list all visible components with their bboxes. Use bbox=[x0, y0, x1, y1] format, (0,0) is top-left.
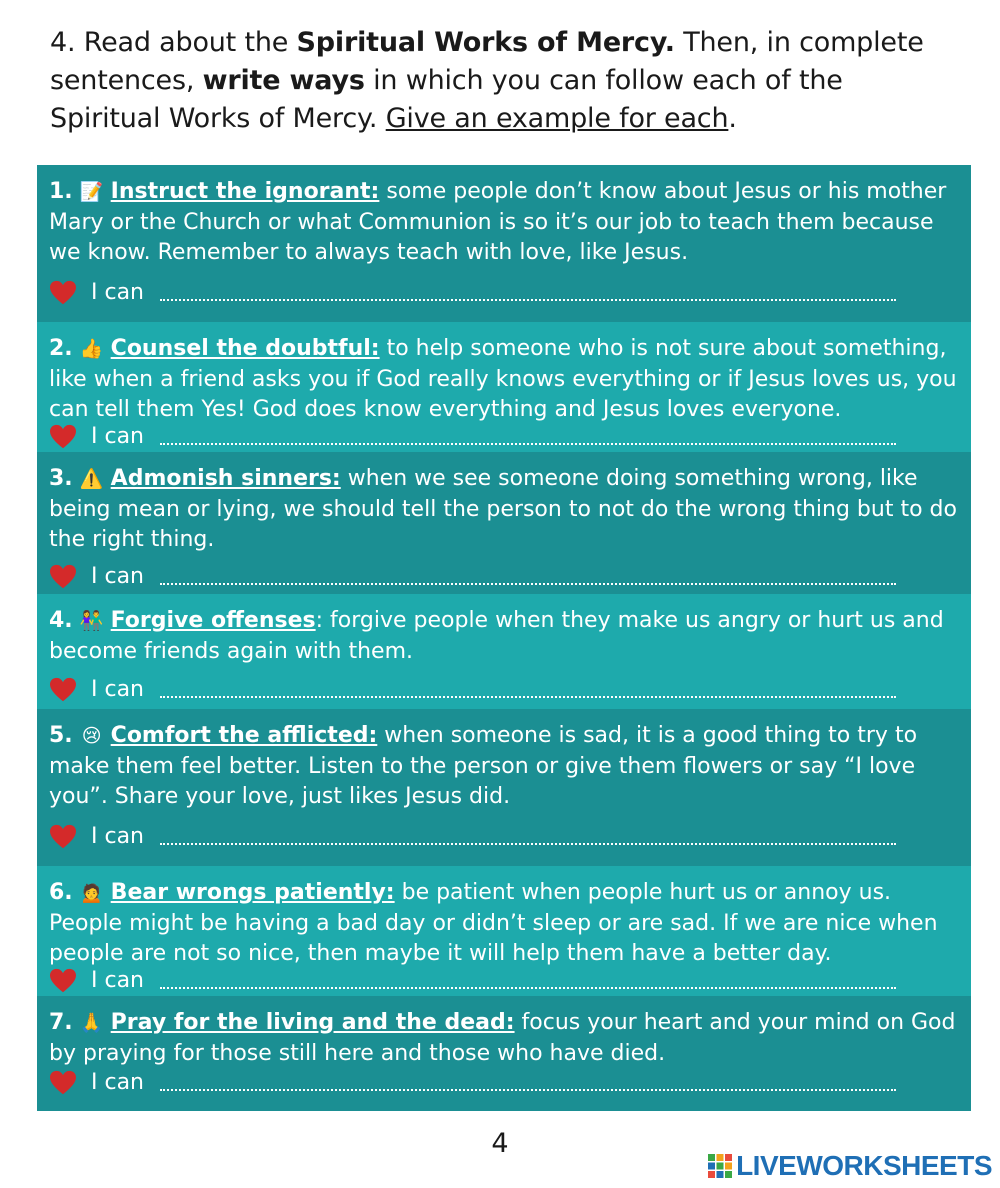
item-text: be patient when people hurt us or annoy us. People might be having a bad day or didn’t sleep or are sad. If we are nice when people are not so nice, then maybe it will help them have a better day. bbox=[49, 880, 938, 966]
item-title: Comfort the afflicted: bbox=[110, 723, 378, 748]
heart-icon bbox=[49, 424, 77, 450]
ican-label: I can bbox=[91, 1069, 145, 1095]
heart-icon bbox=[49, 280, 77, 306]
warning-icon: ⚠️ bbox=[79, 468, 104, 490]
ican-row bbox=[49, 278, 896, 308]
item-title: Instruct the ignorant: bbox=[110, 179, 380, 204]
item-text: focus your heart and your mind on God by praying for those still here and those who have died. bbox=[49, 1010, 956, 1066]
item-number: 2. bbox=[49, 336, 73, 361]
praying-hands-icon: 🙏 bbox=[79, 1012, 104, 1034]
work-item-6 bbox=[37, 866, 971, 996]
item-title: Bear wrongs patiently: bbox=[110, 880, 395, 905]
pouting-person-icon: 🙍 bbox=[79, 882, 104, 904]
item-text: when someone is sad, it is a good thing to try to make them feel better. Listen to the person or give them flowers or say “I love you”. Share your love, just likes Jesus did. bbox=[49, 723, 918, 809]
item-text: when we see someone doing something wrong, like being mean or lying, we should tell the person to not do the wrong thing but to do the right thing. bbox=[49, 466, 957, 552]
instr-text-1: 4. Read about the bbox=[50, 27, 297, 58]
item-title: Pray for the living and the dead: bbox=[110, 1010, 515, 1035]
item-number: 1. bbox=[49, 179, 73, 204]
ican-row bbox=[49, 1068, 896, 1098]
ican-row bbox=[49, 966, 896, 996]
answer-field[interactable] bbox=[160, 289, 896, 301]
ican-label: I can bbox=[91, 279, 145, 305]
friends-icon: 👫 bbox=[79, 610, 104, 632]
instr-underline: Give an example for each bbox=[385, 103, 729, 134]
item-number: 7. bbox=[49, 1010, 73, 1035]
heart-icon bbox=[49, 564, 77, 590]
item-title: Counsel the doubtful: bbox=[110, 336, 380, 361]
ican-label: I can bbox=[91, 967, 145, 993]
ican-row bbox=[49, 562, 896, 592]
item-text: : forgive people when they make us angry or hurt us and become friends again with them. bbox=[49, 608, 944, 664]
instr-text-3: in which you can follow each of the Spiritual Works of Mercy. bbox=[50, 65, 843, 134]
item-title: Admonish sinners: bbox=[110, 466, 341, 491]
ican-label: I can bbox=[91, 823, 145, 849]
answer-field[interactable] bbox=[160, 573, 896, 585]
liveworksheets-logo bbox=[708, 1150, 992, 1182]
ican-label: I can bbox=[91, 563, 145, 589]
answer-field[interactable] bbox=[160, 1079, 896, 1091]
ican-row bbox=[49, 822, 896, 852]
ican-row bbox=[49, 422, 896, 452]
instr-text-4: . bbox=[728, 103, 737, 134]
answer-field[interactable] bbox=[160, 686, 896, 698]
item-number: 3. bbox=[49, 466, 73, 491]
work-item-3 bbox=[37, 452, 971, 594]
answer-field[interactable] bbox=[160, 833, 896, 845]
sad-face-icon: 😢 bbox=[81, 725, 102, 747]
answer-field[interactable] bbox=[160, 977, 896, 989]
ican-label: I can bbox=[91, 676, 145, 702]
work-item-7 bbox=[37, 996, 971, 1111]
ican-row bbox=[49, 675, 896, 705]
item-number: 5. bbox=[49, 723, 73, 748]
work-item-1 bbox=[37, 165, 971, 322]
work-item-4 bbox=[37, 594, 971, 709]
heart-icon bbox=[49, 968, 77, 994]
work-item-5 bbox=[37, 709, 971, 866]
page-number: 4 bbox=[491, 1128, 509, 1159]
item-text: to help someone who is not sure about something, like when a friend asks you if God really knows everything or if Jesus loves us, you can tell them Yes! God does know everything and Jesus loves everyone. bbox=[49, 336, 957, 422]
instructions bbox=[50, 24, 950, 138]
item-text: some people don’t know about Jesus or his mother Mary or the Church or what Communion is so it’s our job to teach them because we know. Remember to always teach with love, like Jesus. bbox=[49, 179, 947, 265]
heart-icon bbox=[49, 1070, 77, 1096]
heart-icon bbox=[49, 824, 77, 850]
item-title: Forgive offenses bbox=[110, 608, 316, 633]
instr-bold-2: write ways bbox=[202, 65, 365, 96]
item-number: 4. bbox=[49, 608, 73, 633]
instr-text-2: Then, in complete sentences, bbox=[50, 27, 924, 96]
item-number: 6. bbox=[49, 880, 73, 905]
instr-bold-1: Spiritual Works of Mercy. bbox=[296, 27, 675, 58]
answer-field[interactable] bbox=[160, 433, 896, 445]
ican-label: I can bbox=[91, 423, 145, 449]
liveworksheets-icon bbox=[708, 1154, 732, 1178]
thumbs-up-icon: 👍 bbox=[79, 338, 104, 360]
heart-icon bbox=[49, 677, 77, 703]
brand-name[interactable]: LIVEWORKSHEETS bbox=[736, 1150, 992, 1181]
memo-icon: 📝 bbox=[79, 181, 104, 203]
work-item-2 bbox=[37, 322, 971, 452]
works-panel bbox=[37, 165, 971, 1111]
